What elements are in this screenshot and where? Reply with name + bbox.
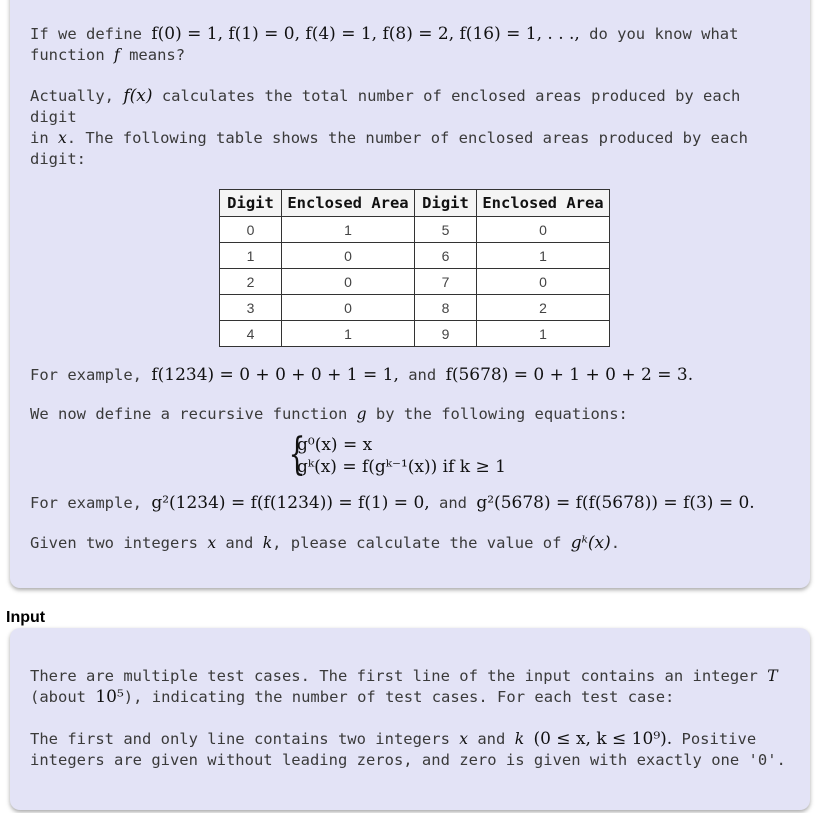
recursive-definition: [283, 429, 790, 480]
table-cell: 9: [415, 321, 477, 347]
table-row: [220, 243, 610, 269]
table-cell: 0: [477, 217, 610, 243]
table-row: [220, 321, 610, 347]
math-example-g5678: g²(5678) = f(f(5678)) = f(3) = 0.: [476, 493, 755, 513]
text: Given two integers: [30, 534, 208, 552]
column-header-enclosed-area: Enclosed Area: [477, 190, 610, 217]
math-example-f5678: f(5678) = 0 + 1 + 0 + 2 = 3.: [445, 365, 694, 385]
math-f-values: f(0) = 1, f(1) = 0, f(4) = 1, f(8) = 2, f(16) = 1, . . .,: [151, 24, 580, 44]
text: and: [468, 730, 515, 748]
table-row: [220, 295, 610, 321]
text: in: [30, 129, 58, 147]
text: The first and only line contains two integers: [30, 730, 460, 748]
text: and: [398, 366, 446, 384]
column-header-digit: Digit: [415, 190, 477, 217]
text: and: [429, 494, 477, 512]
table-cell: 0: [477, 269, 610, 295]
table-cell: 1: [220, 243, 282, 269]
table-cell: 5: [415, 217, 477, 243]
math-10-pow-5: 10⁵: [95, 687, 124, 707]
math-example-g1234: g²(1234) = f(f(1234)) = f(1) = 0,: [151, 493, 430, 513]
text: We now define a recursive function: [30, 405, 357, 423]
input-paragraph-1: [30, 666, 790, 708]
text: (about: [30, 688, 96, 706]
table-cell: 1: [477, 243, 610, 269]
input-paragraph-2: [30, 729, 790, 771]
statement-paragraph-3: [30, 365, 790, 386]
text: If we define: [30, 25, 152, 43]
column-header-enclosed-area: Enclosed Area: [282, 190, 415, 217]
table-cell: 0: [282, 295, 415, 321]
table-cell: 1: [282, 217, 415, 243]
table-cell: 2: [220, 269, 282, 295]
enclosed-area-table: [219, 189, 610, 347]
text: ), indicating the number of test cases. For each test case:: [123, 688, 675, 706]
math-k: k: [262, 534, 273, 552]
text: For example,: [30, 366, 152, 384]
text: and: [216, 534, 263, 552]
text: integers are given without leading zeros, and zero is given with exactly one '0'.: [30, 751, 786, 769]
math-T: T: [767, 667, 778, 685]
table-cell: 3: [220, 295, 282, 321]
math-example-f1234: f(1234) = 0 + 0 + 0 + 1 = 1,: [151, 365, 399, 385]
column-header-digit: Digit: [220, 190, 282, 217]
table-row: [220, 217, 610, 243]
table-cell: 0: [282, 243, 415, 269]
text: means?: [119, 46, 186, 64]
math-gkx: gᵏ(x): [570, 533, 611, 553]
equation-base-case: g⁰(x) = x: [297, 435, 373, 455]
table-cell: 7: [415, 269, 477, 295]
text: do you know what: [579, 25, 739, 43]
text: function: [30, 46, 114, 64]
table-cell: 8: [415, 295, 477, 321]
math-k: k: [514, 730, 525, 748]
text: Positive: [672, 730, 757, 748]
equation-recursive-case: gᵏ(x) = f(gᵏ⁻¹(x)) if k ≥ 1: [297, 457, 506, 477]
statement-paragraph-6: [30, 533, 790, 554]
text: . The following table shows the number of enclosed areas produced by each digit:: [30, 129, 748, 168]
statement-paragraph-4: [30, 404, 790, 425]
table-cell: 0: [220, 217, 282, 243]
math-x: x: [58, 129, 67, 147]
statement-paragraph-5: [30, 493, 790, 514]
math-fx: f(x): [123, 86, 153, 106]
table-cell: 4: [220, 321, 282, 347]
table-header-row: [220, 190, 610, 217]
table-cell: 1: [282, 321, 415, 347]
table-cell: 1: [477, 321, 610, 347]
text: calculates the total number of enclosed areas produced by each digit: [30, 87, 741, 126]
math-x: x: [207, 534, 217, 552]
text: .: [610, 534, 621, 552]
text: by the following equations:: [366, 405, 628, 423]
math-f: f: [114, 46, 120, 64]
table-cell: 0: [282, 269, 415, 295]
section-heading-input: Input: [6, 609, 46, 626]
math-x: x: [459, 730, 469, 748]
left-brace: {: [288, 429, 306, 480]
math-g: g: [356, 405, 367, 423]
text: Actually,: [30, 87, 124, 105]
table-cell: 6: [415, 243, 477, 269]
text: For example,: [30, 494, 152, 512]
statement-paragraph-1: [30, 24, 790, 66]
text: There are multiple test cases. The first line of the input contains an integer: [30, 667, 768, 685]
table-cell: 2: [477, 295, 610, 321]
input-panel: [10, 628, 810, 810]
table-row: [220, 269, 610, 295]
statement-paragraph-2: [30, 86, 790, 170]
math-constraints: (0 ≤ x, k ≤ 10⁹).: [533, 729, 673, 749]
problem-statement-panel: [10, 0, 810, 588]
text: , please calculate the value of: [272, 534, 571, 552]
